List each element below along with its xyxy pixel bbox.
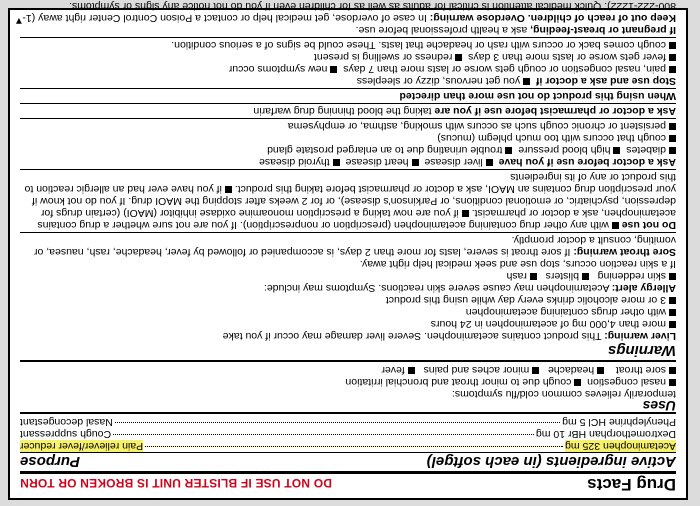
bullet-icon — [574, 379, 581, 386]
liver-item-text: 3 or more alcoholic drinks every day while using this product — [385, 294, 666, 306]
ingredient-row — [20, 440, 676, 452]
ask-doctor-item: liver disease — [424, 156, 483, 168]
use-item: headache — [547, 364, 595, 376]
allergy-item: skin reddening — [597, 270, 666, 282]
ask-doctor-block — [20, 120, 676, 170]
bullet-icon — [330, 66, 337, 73]
allergy-follow: If a skin reaction occurs, stop use and seek medical help right away. — [359, 258, 676, 270]
use-item: sore throat — [615, 364, 666, 376]
liver-item — [20, 318, 676, 330]
uses-heading: Uses — [642, 398, 676, 414]
ingredient-purpose: Pain reliever/fever reducer — [20, 440, 144, 452]
stop-item: you get nervous, dizzy or sleepless — [356, 75, 521, 87]
bullet-icon — [669, 297, 676, 304]
allergy-item: rash — [506, 270, 527, 282]
warnings-section — [20, 0, 676, 362]
stop-use-block — [20, 39, 676, 89]
bullet-icon — [612, 222, 619, 229]
donot-text: with any other drug containing acetaminophen (prescription or nonprescription). — [239, 219, 609, 231]
ingredient-row — [20, 416, 676, 428]
uses-intro: temporarily relieves common cold/flu symptoms: — [451, 388, 676, 400]
ask-pharm-text: taking the blood thinning drug warfarin — [253, 105, 432, 117]
bullet-icon — [669, 309, 676, 316]
bullet-icon — [486, 159, 493, 166]
bullet-icon — [455, 54, 462, 61]
bullet-icon — [669, 379, 676, 386]
when-using-block — [20, 90, 676, 104]
stop-label: Stop use and ask a doctor if — [535, 75, 676, 87]
stop-item: cough comes back or occurs with rash or headache that lasts. These could be signs of a serious condition. — [171, 39, 666, 51]
bullet-icon — [408, 367, 415, 374]
ask-doctor-item: trouble urinating due to an enlarged prostate gland — [267, 144, 503, 156]
donot-label: Do not use — [621, 219, 676, 231]
ingredient-purpose: Nasal decongestant — [20, 416, 113, 428]
preg-text: ask a health professional before use. — [355, 24, 528, 36]
ask-doctor-item: heart disease — [345, 156, 409, 168]
bullet-icon — [669, 367, 676, 374]
bullet-icon — [597, 367, 604, 374]
ask-doctor-item: diabetes — [626, 144, 666, 156]
sore-label: Sore throat warning: — [573, 246, 676, 258]
blister-warning: DO NOT USE IF BLISTER UNIT IS BROKEN OR TORN — [20, 476, 332, 490]
do-not-use-block — [20, 171, 676, 233]
ingredient-row — [20, 428, 676, 440]
use-item: cough due to minor throat and bronchial irritation — [345, 376, 572, 388]
bullet-icon — [412, 159, 419, 166]
bullet-icon — [669, 42, 676, 49]
liver-item-text: more than 4,000 mg of acetaminophen in 24 hours — [430, 318, 666, 330]
ask-doctor-label: Ask a doctor before use if you have — [498, 156, 676, 168]
title-row — [20, 471, 676, 494]
ask-doctor-item: persistent or chronic cough such as occurs with smoking, asthma, or emphysema — [287, 120, 666, 132]
bullet-icon — [669, 123, 676, 130]
liver-text: This product contains acetaminophen. Severe liver damage may occur if you take — [222, 330, 602, 342]
bullet-icon — [505, 147, 512, 154]
ingredient-name: Phenylephrine HCl 5 mg — [562, 416, 676, 428]
allergy-item: blisters — [545, 270, 579, 282]
allergy-alert — [20, 282, 676, 294]
bullet-icon — [462, 210, 469, 217]
donot-text: If you are not sure whether a drug contains acetaminophen, ask a doctor or pharmacist. — [37, 207, 676, 231]
allergy-text: Acetaminophen may cause severe skin reactions. Symptoms may include: — [263, 282, 610, 294]
ingredient-name: Dextromethorphan HBr 10 mg — [535, 428, 676, 440]
use-item: fever — [381, 364, 405, 376]
use-item: nasal congestion — [587, 376, 666, 388]
bullet-icon — [532, 367, 539, 374]
bullet-icon — [225, 186, 232, 193]
purpose-heading: Purpose — [20, 453, 81, 470]
sore-text: If sore throat is severe, lasts for more than 2 days, is accompanied or followed by fever, headache, rash, nausea, or vomiting, consult a doctor promptly. — [34, 234, 676, 258]
keep-text: In case of overdose, get medical help or contact a Poison Control Center right away (1-800-222-1222). Quick medical attention is critical for adults as well as for children even if you do not notice any signs or symptoms. — [22, 0, 676, 24]
allergy-label: Allergy alert: — [611, 282, 676, 294]
liver-item-text: with other drugs containing acetaminophen — [465, 306, 666, 318]
ask-pharm-label: Ask a doctor or pharmacist before use if you are — [434, 105, 676, 117]
bullet-icon — [669, 273, 676, 280]
ask-doctor-item: cough that occurs with too much phlegm (mucus) — [437, 132, 666, 144]
sore-throat-warning — [20, 234, 676, 258]
bullet-icon — [669, 135, 676, 142]
ask-doctor-item: thyroid disease — [259, 156, 330, 168]
stop-item: pain, nasal congestion or cough gets worse or lasts more than 7 days — [343, 63, 666, 75]
bullet-icon — [613, 147, 620, 154]
ask-pharmacist-block — [20, 105, 676, 119]
bullet-icon — [669, 66, 676, 73]
liver-item — [20, 294, 676, 306]
when-using-label: When using this product do not use more than directed — [399, 90, 676, 102]
bullet-icon — [669, 321, 676, 328]
donot-text: if you have ever had an allergic reaction to this product or any of its ingredients — [24, 171, 676, 195]
bullet-icon — [669, 54, 676, 61]
bullet-icon — [582, 273, 589, 280]
continued-arrow-icon: ▼ — [14, 15, 24, 26]
warnings-heading: Warnings — [607, 342, 676, 359]
bullet-icon — [530, 273, 537, 280]
liver-warning — [20, 330, 676, 342]
bullet-icon — [333, 159, 340, 166]
ingredient-purpose: Cough suppressant — [20, 428, 112, 440]
leader-dots — [113, 434, 534, 435]
bullet-icon — [523, 78, 530, 85]
active-ingredients-heading: Active ingredients (in each softgel) — [426, 453, 676, 470]
donot-text: if you are now taking a prescription monoamine oxidase inhibitor (MAOI) (certain drugs for depression, psychiatric, or emotional conditions, or Parkinson's disease), or for 2 weeks after stopping the MAOI drug. If you do not know if your prescription drug contains an MAOI, ask a doctor or pharmacist before taking this product. — [32, 183, 676, 219]
use-item: minor aches and pains — [423, 364, 530, 376]
ingredient-name: Acetaminophen 325 mg — [565, 440, 676, 452]
liver-item — [20, 306, 676, 318]
stop-item: new symptoms occur — [228, 63, 328, 75]
leader-dots — [115, 422, 560, 423]
stop-item: redness or swelling is present — [313, 51, 453, 63]
ask-doctor-item: high blood pressure — [518, 144, 611, 156]
bullet-icon — [669, 147, 676, 154]
preg-label: If pregnant or breast-feeding, — [530, 24, 676, 36]
drug-facts-title: Drug Facts — [587, 475, 676, 494]
stop-item: fever gets worse or lasts more than 3 days — [468, 51, 666, 63]
allergy-items — [20, 270, 676, 282]
active-ingredients-header — [20, 452, 676, 470]
leader-dots — [145, 446, 563, 447]
uses-section — [20, 364, 676, 414]
liver-label: Liver warning: — [604, 330, 676, 342]
pregnancy-block — [20, 0, 676, 38]
drug-facts-label — [8, 0, 688, 500]
keep-label: Keep out of reach of children. Overdose warning: — [429, 12, 676, 24]
